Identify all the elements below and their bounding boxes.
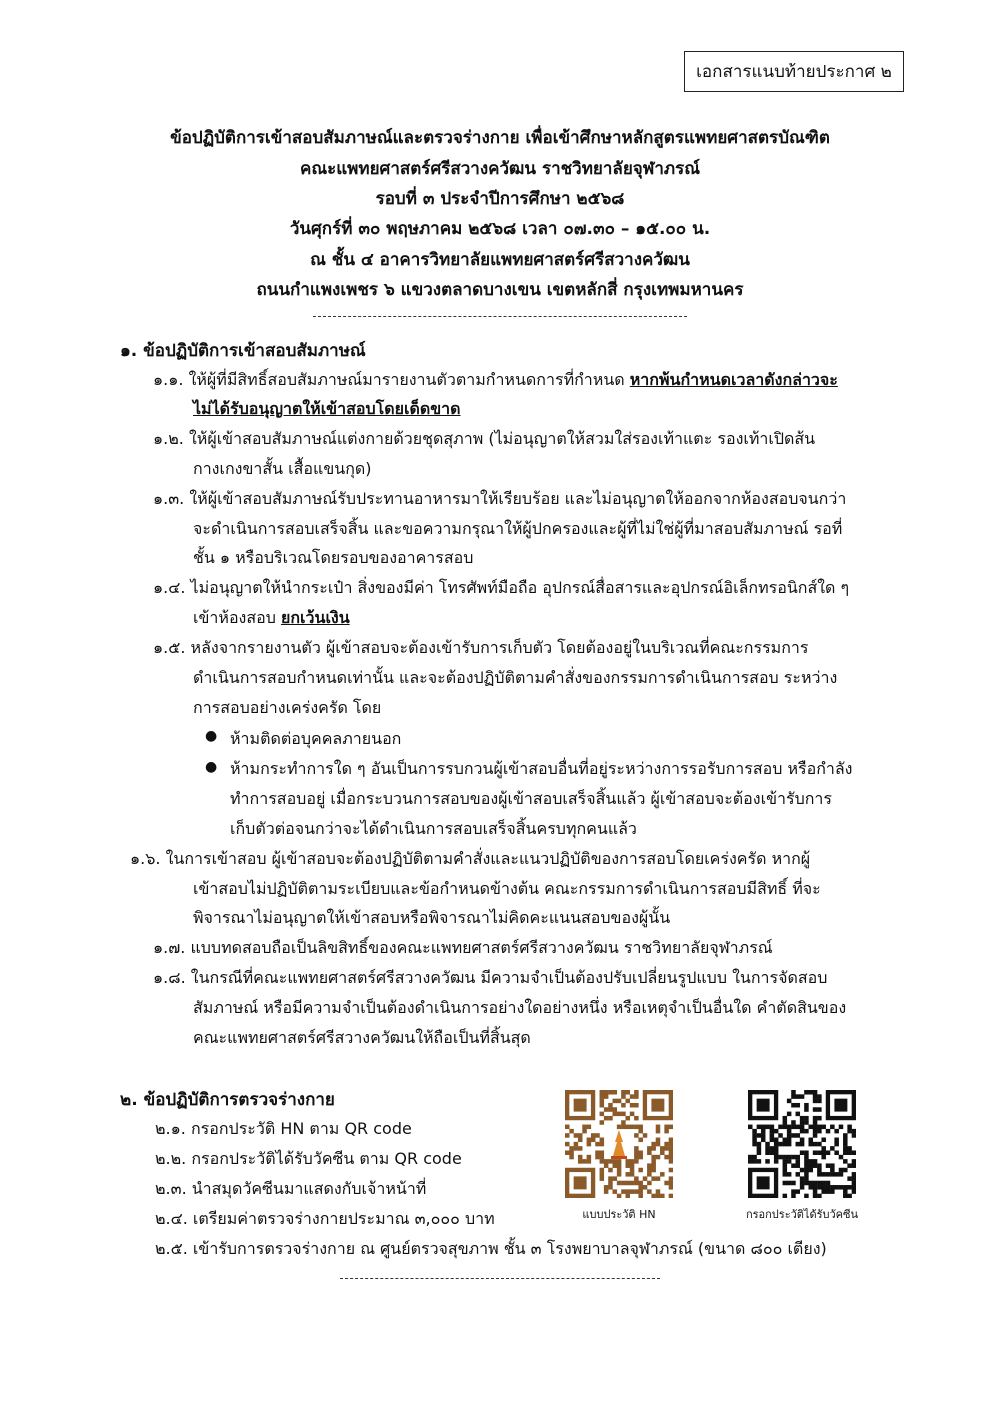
rule-1-2-cont: กางเกงขาสั้น เสื้อแขนกุด) <box>193 459 372 478</box>
vaccine-qr-code-icon[interactable] <box>748 1090 856 1198</box>
rule-1-1-cont: ไม่ได้รับอนุญาตให้เข้าสอบโดยเด็ดขาด <box>193 399 461 418</box>
hn-qr-code-icon[interactable] <box>565 1090 673 1198</box>
heading-line-3: รอบที่ ๓ ประจำปีการศึกษา ๒๕๖๘ <box>375 189 625 209</box>
heading-line-1: ข้อปฏิบัติการเข้าสอบสัมภาษณ์และตรวจร่างกาย เพื่อเข้าศึกษาหลักสูตรแพทยศาสตรบัณฑิต <box>170 128 830 148</box>
rule-1-5-cont-2: การสอบอย่างเคร่งครัด โดย <box>193 698 382 717</box>
heading-line-2: คณะแพทยศาสตร์ศรีสวางควัฒน ราชวิทยาลัยจุฬาภรณ์ <box>299 159 701 179</box>
section-1-title: ๑. ข้อปฏิบัติการเข้าสอบสัมภาษณ์ <box>120 341 366 361</box>
rule-1-8-cont: สัมภาษณ์ หรือมีความจำเป็นต้องดำเนินการอย่างใดอย่างหนึ่ง หรือเหตุจำเป็นอื่นใด คำตัดสินของ <box>193 998 847 1017</box>
rule-2-1: ๒.๑. กรอกประวัติ HN ตาม QR code <box>155 1119 412 1138</box>
rule-1-4-emphasis: ยกเว้นเงิน <box>280 608 350 627</box>
rule-1-6: ๑.๖. ในการเข้าสอบ ผู้เข้าสอบจะต้องปฏิบัติตามคำสั่งและแนวปฏิบัติของการสอบโดยเคร่งครัด หากผู้ <box>130 849 811 868</box>
rule-1-7: ๑.๗. แบบทดสอบถือเป็นลิขสิทธิ์ของคณะแพทยศาสตร์ศรีสวางควัฒน ราชวิทยาลัยจุฬาภรณ์ <box>153 938 773 957</box>
heading-line-4: วันศุกร์ที่ ๓๐ พฤษภาคม ๒๕๖๘ เวลา ๐๗.๓๐ – ๑๕.๐๐ น. <box>289 219 711 239</box>
rule-1-6-cont-2: พิจารณาไม่อนุญาตให้เข้าสอบหรือพิจารณาไม่คิดคะแนนสอบของผู้นั้น <box>193 908 671 927</box>
rule-2-4: ๒.๔. เตรียมค่าตรวจร่างกายประมาณ ๓,๐๐๐ บาท <box>155 1209 495 1228</box>
heading-line-5: ณ ชั้น ๔ อาคารวิทยาลัยแพทยศาสตร์ศรีสวางควัฒน <box>310 250 690 270</box>
rule-1-6-cont: เข้าสอบไม่ปฏิบัติตามระเบียบและข้อกำหนดข้างต้น คณะกรรมการดำเนินการสอบมีสิทธิ์ ที่จะ <box>193 879 821 898</box>
bullet-item-2: ห้ามกระทำการใด ๆ อันเป็นการรบกวนผู้เข้าสอบอื่นที่อยู่ระหว่างการรอรับการสอบ หรือกำลัง <box>230 759 853 778</box>
rule-1-3: ๑.๓. ให้ผู้เข้าสอบสัมภาษณ์รับประทานอาหารมาให้เรียบร้อย และไม่อนุญาตให้ออกจากห้องสอบจนกว่า <box>153 489 847 508</box>
bullet-item-2-cont-2: เก็บตัวต่อจนกว่าจะได้ดำเนินการสอบเสร็จสิ้นครบทุกคนแล้ว <box>230 819 637 838</box>
rule-1-1-emphasis: หากพ้นกำหนดเวลาดังกล่าวจะ <box>629 370 838 389</box>
heading-divider <box>313 316 687 317</box>
footer-divider <box>340 1278 660 1279</box>
rule-1-8-cont-2: คณะแพทยศาสตร์ศรีสวางควัฒนให้ถือเป็นที่สิ้นสุด <box>193 1028 531 1047</box>
section-2-title: ๒. ข้อปฏิบัติการตรวจร่างกาย <box>120 1090 335 1110</box>
rule-1-8: ๑.๘. ในกรณีที่คณะแพทยศาสตร์ศรีสวางควัฒน มีความจำเป็นต้องปรับเปลี่ยนรูปแบบ ในการจัดสอบ <box>153 968 828 987</box>
rule-1-3-cont: จะดำเนินการสอบเสร็จสิ้น และขอความกรุณาให้ผู้ปกครองและผู้ที่ไม่ใช่ผู้ที่มาสอบสัมภาษณ์ รอที่ <box>193 519 843 538</box>
rule-1-2: ๑.๒. ให้ผู้เข้าสอบสัมภาษณ์แต่งกายด้วยชุดสุภาพ (ไม่อนุญาตให้สวมใส่รองเท้าแตะ รองเท้าเปิดส้น <box>153 429 816 448</box>
rule-1-5: ๑.๕. หลังจากรายงานตัว ผู้เข้าสอบจะต้องเข้ารับการเก็บตัว โดยต้องอยู่ในบริเวณที่คณะกรรมการ <box>153 638 809 657</box>
bullet-item-1: ห้ามติดต่อบุคคลภายนอก <box>230 729 402 748</box>
heading-line-6: ถนนกำแพงเพชร ๖ แขวงตลาดบางเขน เขตหลักสี่ กรุงเทพมหานคร <box>256 280 744 300</box>
vaccine-qr-caption: กรอกประวัติได้รับวัคซีน <box>745 1208 859 1221</box>
rule-2-2: ๒.๒. กรอกประวัติได้รับวัคซีน ตาม QR code <box>155 1149 462 1168</box>
rule-2-3: ๒.๓. นำสมุดวัคซีนมาแสดงกับเจ้าหน้าที่ <box>155 1179 427 1198</box>
rule-1-3-cont-2: ชั้น ๑ หรือบริเวณโดยรอบของอาคารสอบ <box>193 548 474 567</box>
rule-1-1: ๑.๑. ให้ผู้ที่มีสิทธิ์สอบสัมภาษณ์มารายงานตัวตามกำหนดการที่กำหนด หากพ้นกำหนดเวลาดังกล่าวจะ <box>153 370 838 389</box>
attachment-label: เอกสารแนบท้ายประกาศ ๒ <box>684 51 904 92</box>
bullet-item-2-cont: ทำการสอบอยู่ เมื่อกระบวนการสอบของผู้เข้าสอบเสร็จสิ้นแล้ว ผู้เข้าสอบจะต้องเข้ารับการ <box>230 789 833 808</box>
rule-1-4: ๑.๔. ไม่อนุญาตให้นำกระเป๋า สิ่งของมีค่า โทรศัพท์มือถือ อุปกรณ์สื่อสารและอุปกรณ์อิเล็กทรอนิกส์ใด ๆ <box>153 578 850 597</box>
bullet-2: ● <box>205 759 218 775</box>
rule-1-5-cont: ดำเนินการสอบกำหนดเท่านั้น และจะต้องปฏิบัติตามคำสั่งของกรรมการดำเนินการสอบ ระหว่าง <box>193 668 838 687</box>
rule-2-5: ๒.๕. เข้ารับการตรวจร่างกาย ณ ศูนย์ตรวจสุขภาพ ชั้น ๓ โรงพยาบาลจุฬาภรณ์ (ขนาด ๘๐๐ เตียง) <box>155 1239 827 1258</box>
rule-1-4-cont: เข้าห้องสอบ ยกเว้นเงิน <box>193 608 350 627</box>
hn-qr-caption: แบบประวัติ HN <box>582 1208 656 1221</box>
bullet-1: ● <box>205 728 218 744</box>
